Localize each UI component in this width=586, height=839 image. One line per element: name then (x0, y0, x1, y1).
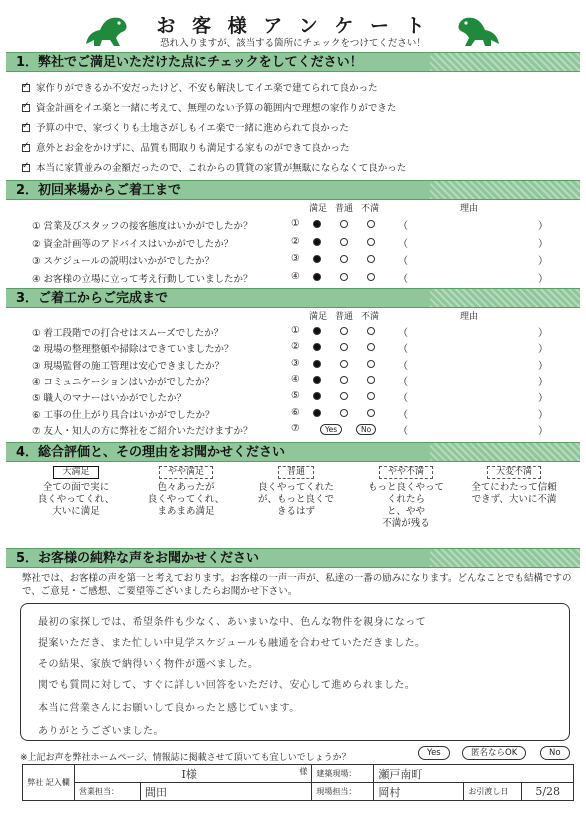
rating-normal-radio[interactable] (340, 376, 348, 384)
reason-field[interactable]: （ ） (398, 273, 548, 285)
handover-label: お引渡し日 (464, 783, 522, 801)
col-reason: 理由 (460, 204, 479, 214)
reason-field[interactable]: （ ） (398, 221, 548, 232)
reason-field[interactable]: （ ） (398, 409, 548, 421)
rating-satisfied-radio[interactable] (313, 255, 321, 263)
rating-unsatisfied-radio[interactable] (367, 255, 375, 263)
section-4-header: 4．総合評価と、その理由をお聞かせください (6, 442, 580, 462)
reason-field[interactable]: （ ） (398, 360, 548, 372)
question-label: ② 現場の整理整頓や掃除はできていましたか？ (32, 344, 234, 356)
question-number: ③ (291, 253, 300, 264)
section-5-intro: 弊社では、お客様の声を第一と考えております。お客様の一声一声が、私達の一番の励みになります。どんなことでも結構ですので、ご意見・ご感想、ご要望等ございましたらお聞かせ下さい。 (22, 573, 572, 597)
rating-unsatisfied-radio[interactable] (367, 343, 375, 351)
checklist-item[interactable]: ✓予算の中で、家づくりも土地さがしもイエ楽で一緒に進められて良かった (22, 120, 349, 134)
evaluation-description: 色々あったが 良くやってくれ、 まあまあ満足 (147, 482, 225, 517)
col-reason: 理由 (460, 312, 479, 322)
comment-line: 提案いただき、また忙しい中見学スケジュールも融通を合わせていただきました。 (38, 638, 426, 649)
question-label: ⑦ 友人・知人の方に弊社をご紹介いただけますか？ (32, 426, 253, 437)
evaluation-label: やや満足 (159, 466, 213, 479)
handover-value: 5/28 (522, 783, 574, 801)
rating-normal-radio[interactable] (340, 392, 348, 400)
customer-name: I様 様 (75, 765, 312, 783)
question-label: ③ 現場監督の施工管理は安心できましたか？ (32, 360, 225, 372)
comment-line: 最初の家探しでは、希望条件も少なく、あいまいな中、色んな物件を親身になって (38, 617, 427, 628)
survey-subtitle: 恐れ入りますが、該当する箇所にチェックをつけてください！ (160, 38, 426, 49)
rating-satisfied-radio[interactable] (313, 376, 321, 384)
check-mark-icon (22, 164, 30, 172)
rating-satisfied-radio[interactable] (313, 238, 321, 246)
evaluation-description: 全てにわたって信頼 できず、大いに不満 (471, 482, 557, 505)
section-3-header: 3．ご着工からご完成まで (6, 288, 580, 308)
site-label: 建築現場： (312, 765, 374, 783)
evaluation-description: 良くやってくれた が、もっと良くで きるはず (257, 482, 334, 517)
question-number: ③ (291, 357, 300, 369)
rating-normal-radio[interactable] (340, 343, 348, 351)
question-number: ⑥ (291, 406, 300, 418)
reason-field[interactable]: （ ） (398, 376, 548, 388)
rating-normal-radio[interactable] (340, 255, 348, 263)
rating-normal-radio[interactable] (340, 360, 348, 368)
section-2-header: 2．初回来場からご着工まで (6, 180, 580, 200)
question-number: ⑤ (291, 390, 300, 402)
evaluation-label: 普通 (278, 466, 314, 479)
evaluation-label: 大満足 (53, 466, 98, 479)
q7-yes-option[interactable]: Yes (320, 424, 342, 435)
comment-line: 本当に営業さんにお願いして良かったと感じています。 (38, 703, 300, 714)
entry-label: 弊社 記入欄 (23, 765, 75, 801)
evaluation-option[interactable] (358, 466, 454, 530)
rating-satisfied-radio[interactable] (313, 273, 321, 281)
col-normal: 普通 (335, 204, 354, 214)
question-number: ② (291, 341, 300, 353)
question-number: ① (291, 218, 300, 229)
checklist-item[interactable]: ✓資金計画をイエ楽と一緒に考えて、無理のない予算の範囲内で理想の家作りができた (22, 100, 396, 114)
sales-value: 間田 (141, 783, 312, 801)
rating-normal-radio[interactable] (340, 409, 348, 417)
comment-line: その結果、家族で納得いく物件が選べました。 (38, 659, 259, 670)
evaluation-description: もっと良くやって くれたら と、やや 不満が残る (367, 482, 444, 529)
check-mark-icon (22, 144, 30, 152)
question-label: ③ スケジュールの説明はいかがでしたか？ (32, 256, 214, 267)
rating-normal-radio[interactable] (340, 327, 348, 335)
rating-unsatisfied-radio[interactable] (367, 409, 375, 417)
reason-field[interactable]: （ ） (398, 426, 548, 437)
reason-field[interactable]: （ ） (398, 328, 548, 339)
col-normal: 普通 (335, 312, 354, 322)
rating-unsatisfied-radio[interactable] (367, 392, 375, 400)
comment-line: ありがとうございました。 (38, 726, 164, 737)
evaluation-description: 全ての面で実に 良くやってくれ、 大いに満足 (37, 482, 115, 517)
question-label: ④ コミュニケーションはいかがでしたか？ (32, 376, 214, 388)
question-number: ② (291, 235, 300, 247)
publish-permission-note: ※上記お声を弊社ホームページ、情報誌に掲載させて頂いても宜しいでしょうか？ (20, 753, 351, 763)
question-label: ⑤ 職人のマナーはいかがでしたか？ (32, 393, 187, 405)
checklist-item[interactable]: ✓本当に家賃並みの金額だったので、これからの賃貸の家賃が無駄にならなくて良かった (22, 160, 406, 174)
checklist-item[interactable]: ✓意外とお金をかけずに、品質も間取りも満足する家ものができて良かった (22, 140, 350, 154)
question-number: ④ (291, 373, 300, 385)
check-mark-icon (22, 84, 30, 92)
question-number: ① (291, 325, 300, 336)
rating-satisfied-radio[interactable] (313, 343, 321, 351)
check-mark-icon (22, 124, 30, 132)
section-5-header: 5．お客様の純粋な声をお聞かせください (6, 548, 580, 568)
comment-line: 関でも質問に対して、すぐに詳しい回答をいただけ、安心して進められました。 (38, 680, 416, 691)
rating-normal-radio[interactable] (340, 238, 348, 246)
rating-satisfied-radio[interactable] (313, 220, 321, 228)
evaluation-label: やや不満 (379, 466, 433, 479)
col-unsatisfied: 不満 (361, 312, 380, 322)
site-staff-value: 岡村 (374, 783, 464, 801)
rating-unsatisfied-radio[interactable] (367, 238, 375, 246)
sales-label: 営業担当： (75, 783, 141, 801)
question-label: ④ お客様の立場に立って考え行動していましたか？ (32, 273, 253, 285)
publish-yes-option[interactable]: Yes (418, 746, 450, 760)
rating-satisfied-radio[interactable] (313, 360, 321, 368)
col-satisfied: 満足 (309, 204, 328, 214)
survey-title: お 客 様 ア ン ケ ー ト (156, 15, 430, 37)
rating-unsatisfied-radio[interactable] (367, 273, 375, 281)
reason-field[interactable]: （ ） (398, 256, 548, 267)
reason-field[interactable]: （ ） (398, 393, 548, 405)
publish-anonymous-option[interactable]: 匿名ならOK (462, 746, 526, 760)
rating-satisfied-radio[interactable] (313, 327, 321, 335)
site-staff-label: 現場担当： (312, 783, 374, 801)
question-label: ① 着工段階での打合せはスムーズでしたか？ (32, 328, 224, 339)
rating-unsatisfied-radio[interactable] (367, 360, 375, 368)
evaluation-option[interactable] (466, 466, 562, 506)
check-mark-icon (22, 104, 30, 112)
rating-satisfied-radio[interactable] (313, 409, 321, 417)
section-1-header: 1．弊社でご満足いただけた点にチェックをしてください！ (6, 52, 580, 72)
rating-unsatisfied-radio[interactable] (367, 220, 375, 228)
question-label: ⑥ 工事の仕上がり具合はいかがでしたか？ (32, 409, 215, 421)
question-label: ② 資金計画等のアドバイスはいかがでしたか？ (32, 238, 234, 250)
q7-no-option[interactable]: No (356, 424, 376, 435)
rating-satisfied-radio[interactable] (313, 392, 321, 400)
evaluation-option[interactable] (28, 466, 124, 518)
rating-normal-radio[interactable] (340, 273, 348, 281)
evaluation-option[interactable] (248, 466, 344, 518)
rating-unsatisfied-radio[interactable] (367, 376, 375, 384)
evaluation-label: 大変不満 (487, 466, 541, 479)
col-satisfied: 満足 (309, 312, 328, 322)
evaluation-option[interactable] (138, 466, 234, 518)
reason-field[interactable]: （ ） (398, 238, 548, 250)
question-number: ④ (291, 270, 300, 282)
site-value: 瀬戸南町 (374, 765, 574, 783)
publish-no-option[interactable]: No (540, 746, 570, 760)
question-label: ① 営業及びスタッフの接客態度はいかがでしたか？ (32, 221, 253, 232)
rating-unsatisfied-radio[interactable] (367, 327, 375, 335)
question-number: ⑦ (291, 423, 300, 434)
reason-field[interactable]: （ ） (398, 344, 548, 356)
rating-normal-radio[interactable] (340, 220, 348, 228)
col-unsatisfied: 不満 (361, 204, 380, 214)
staff-entry-table (22, 764, 574, 801)
checklist-item[interactable]: ✓家作りができるか不安だったけど、不安も解決してイエ楽で建てられて良かった (22, 80, 378, 94)
